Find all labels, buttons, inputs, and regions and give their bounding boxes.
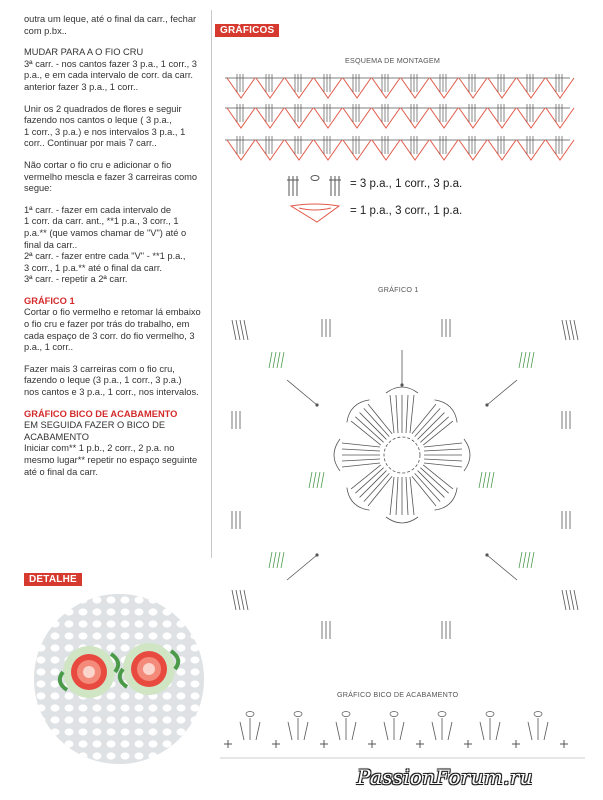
green-stitch [527,352,530,368]
corner-fan-stitch [244,590,248,610]
chain-loop [486,712,494,717]
spoke-stitch [396,477,398,515]
green-stitch [277,352,280,368]
edging-stitch [256,722,260,740]
edging-fan [336,712,356,741]
spoke-stitch [342,463,380,467]
detail-illustration [34,594,204,764]
petal-arc [386,517,418,523]
v-stitch [459,78,487,98]
assembly-diagram [215,64,585,164]
edging-stitch [496,722,500,740]
spoke-stitch [410,395,414,433]
green-stitch [313,472,316,488]
corner-fan-stitch [244,320,248,340]
edging-chart [220,700,590,760]
corner-fan-stitch [566,320,570,340]
fan-symbol [287,176,341,197]
v-stitch [314,140,342,160]
spoke-stitch [424,443,462,447]
green-stitch [519,352,522,368]
spoke-stitch [413,473,441,501]
paragraph-8: GRÁFICO BICO DE ACABAMENTO EM SEGUIDA FAZER O BICO DE ACABAMENTO Iniciar com** 1 p.b., 2 corr., 2 p.a. no mesmo lugar** repetir no espaço seguinte até o final da carr. [24,408,198,477]
legend-symbols [285,172,345,227]
v-stitch [314,78,342,98]
green-stitch [281,552,284,568]
green-stitch [269,352,272,368]
graficos-tag: GRÁFICOS [215,24,279,37]
spoke-stitch [360,413,387,440]
petal-arc [334,439,340,471]
chain-loop [534,712,542,717]
v-stitch [372,78,400,98]
green-stitch [527,552,530,568]
green-stitch [491,472,494,488]
spoke-stitch [420,415,448,443]
v-stitch [343,108,371,128]
v-stitch [285,140,313,160]
green-stitch [523,552,526,568]
watermark: PassionForum.ru [357,765,533,789]
corner-fan-stitch [570,590,574,610]
spoke-stitch [355,415,383,443]
paragraph-1: outra um leque, até o final da carr., fechar com p.bx.. [24,14,197,36]
v-stitch [430,108,458,128]
petal-cluster [334,439,380,471]
edging-stitch [384,722,388,740]
spoke-stitch [413,408,441,436]
v-stitch [372,140,400,160]
green-stitch [519,552,522,568]
v-stitch [256,108,284,128]
single-crochet-cross [464,740,472,748]
v-stitch [227,140,255,160]
edging-stitch [432,722,436,740]
edging-fan [288,712,308,741]
edging-stitch [352,722,356,740]
green-stitch [531,352,534,368]
spoke-stitch [406,395,408,433]
direction-arrow [287,380,317,405]
green-stitch [281,352,284,368]
detail-photo [34,594,204,764]
green-stitch [479,472,482,488]
corner-fan-stitch [574,590,578,610]
green-stitch [269,552,272,568]
arrow-head [315,553,318,556]
corner-fan-stitch [240,320,244,340]
spoke-stitch [342,459,380,461]
grafico-1-chart [212,300,592,660]
single-crochet-cross [368,740,376,748]
detalhe-tag: DETALHE [24,573,82,586]
paragraph-3: Unir os 2 quadrados de flores e seguir fazendo nos cantos o leque ( 3 p.a., 1 corr., 3 p.a.) e nos intervalos 3 p.a., 1 corr.. Continuar por mais 7 carr.. [24,103,186,149]
v-stitch [517,140,545,160]
v-stitch [459,108,487,128]
corner-fan-stitch [236,590,240,610]
spoke-stitch [342,443,380,447]
green-stitch [317,472,320,488]
v-stitch [343,78,371,98]
green-stitch [531,552,534,568]
petal-cluster [424,439,470,471]
bico-caption: GRÁFICO BICO DE ACABAMENTO [337,690,459,699]
v-stitch [488,140,516,160]
paragraph-5: 1ª carr. - fazer em cada intervalo de 1 corr. da carr. ant., **1 p.a., 3 corr., 1 p.a.** (que vamos chamar de "V") até o final da carr.. 2ª carr. - fazer entre cada "V" - **1 p.a., 3 corr., 1 p.a.** até o final da carr. 3ª carr. - repetir a 2ª carr. [24,204,187,285]
arrow-head [485,553,488,556]
v-stitch [546,108,574,128]
edging-stitch [288,722,292,740]
paragraph-6: GRÁFICO 1 Cortar o fio vermelho e retomar lá embaixo o fio cru e fazer por trás do trabalho, em cada espaço de 3 corr. do fio vermelho, 3 p.a., 1 corr.. [24,295,201,353]
v-stitch [488,108,516,128]
spoke-stitch [420,466,448,494]
edging-stitch [480,722,484,740]
edging-fan [432,712,452,741]
corner-fan-stitch [562,590,566,610]
v-stitch [517,78,545,98]
corner-fan-stitch [566,590,570,610]
v-stitch [430,78,458,98]
petal-cluster [406,459,461,514]
v-symbol [291,204,339,222]
petal-arc [386,387,418,393]
edging-stitch [528,722,532,740]
instructions-column [24,14,204,488]
single-crochet-cross [560,740,568,748]
grafico-1-heading: GRÁFICO 1 [24,295,75,306]
corner-fan-stitch [240,590,244,610]
edging-fan [528,712,548,741]
v-stitch [546,78,574,98]
v-stitch [401,140,429,160]
single-crochet-cross [272,740,280,748]
edging-stitch [544,722,548,740]
arrow-head [315,403,318,406]
chain-loop [294,712,302,717]
spoke-stitch [418,471,445,498]
corner-fan-stitch [570,320,574,340]
chain-loop [438,712,446,717]
chain-loop [342,712,350,717]
center-ring [384,437,420,473]
paragraph-4: Não cortar o fio cru e adicionar o fio vermelho mescla e fazer 3 carreiras como segue: [24,159,198,194]
green-stitch [321,472,324,488]
arrow-head [400,383,403,386]
paragraph-2: MUDAR PARA A O FIO CRU 3ª carr. - nos cantos fazer 3 p.a., 1 corr., 3 p.a., e em cada intervalo de corr. da carr. anterior fazer 3 p.a., 1 corr.. [24,47,197,92]
corner-fan-stitch [232,320,236,340]
arrow-head [485,403,488,406]
edging-stitch [400,722,404,740]
green-stitch [277,552,280,568]
single-crochet-cross [224,740,232,748]
spoke-stitch [410,477,414,515]
spoke-stitch [390,477,394,515]
corner-fan-stitch [232,590,236,610]
spoke-stitch [362,473,390,501]
edging-stitch [304,722,308,740]
petal-cluster [406,396,461,451]
esquema-caption: ESQUEMA DE MONTAGEM [345,56,441,65]
v-stitch [517,108,545,128]
spoke-stitch [360,471,387,498]
spoke-stitch [362,408,390,436]
spoke-stitch [342,449,380,451]
green-stitch [487,472,490,488]
green-stitch [273,552,276,568]
v-stitch [314,108,342,128]
v-stitch [343,140,371,160]
direction-arrow [487,555,517,580]
single-crochet-cross [416,740,424,748]
edging-fan [480,712,500,741]
corner-fan-stitch [236,320,240,340]
edging-stitch [240,722,244,740]
v-stitch [430,140,458,160]
spoke-stitch [424,449,462,451]
chain-loop [390,712,398,717]
green-stitch [523,352,526,368]
section-heading: MUDAR PARA A O FIO CRU [24,47,144,58]
corner-fan-stitch [562,320,566,340]
green-stitch [273,352,276,368]
spoke-stitch [390,395,394,433]
edging-stitch [336,722,340,740]
single-crochet-cross [320,740,328,748]
petal-cluster [386,387,418,433]
spoke-stitch [355,466,383,494]
green-stitch [309,472,312,488]
spoke-stitch [418,413,445,440]
v-stitch [256,78,284,98]
single-crochet-cross [512,740,520,748]
petal-arc [464,439,470,471]
edging-fan [384,712,404,741]
v-stitch [401,78,429,98]
v-stitch [372,108,400,128]
v-stitch [256,140,284,160]
bico-heading: GRÁFICO BICO DE ACABAMENTO [24,408,178,419]
direction-arrow [287,555,317,580]
corner-fan-stitch [574,320,578,340]
spoke-stitch [406,477,408,515]
edging-stitch [448,722,452,740]
green-stitch [483,472,486,488]
direction-arrow [487,380,517,405]
petal-cluster [386,477,418,523]
grafico-1-caption: GRÁFICO 1 [378,285,419,294]
v-stitch [459,140,487,160]
spoke-stitch [396,395,398,433]
spoke-stitch [424,459,462,461]
v-stitch [285,108,313,128]
legend-v-text: = 1 p.a., 3 corr., 1 p.a. [350,205,463,217]
v-stitch [227,78,255,98]
v-stitch [227,108,255,128]
v-stitch [546,140,574,160]
v-stitch [488,78,516,98]
v-stitch [401,108,429,128]
spoke-stitch [424,463,462,467]
legend-fan-text: = 3 p.a., 1 corr., 3 p.a. [350,178,463,190]
chain-loop [246,712,254,717]
edging-fan [240,712,260,741]
paragraph-7: Fazer mais 3 carreiras com o fio cru, fazendo o leque (3 p.a., 1 corr., 3 p.a.) nos cantos e 3 p.a., 1 corr., nos intervalos. [24,363,199,398]
v-stitch [285,78,313,98]
